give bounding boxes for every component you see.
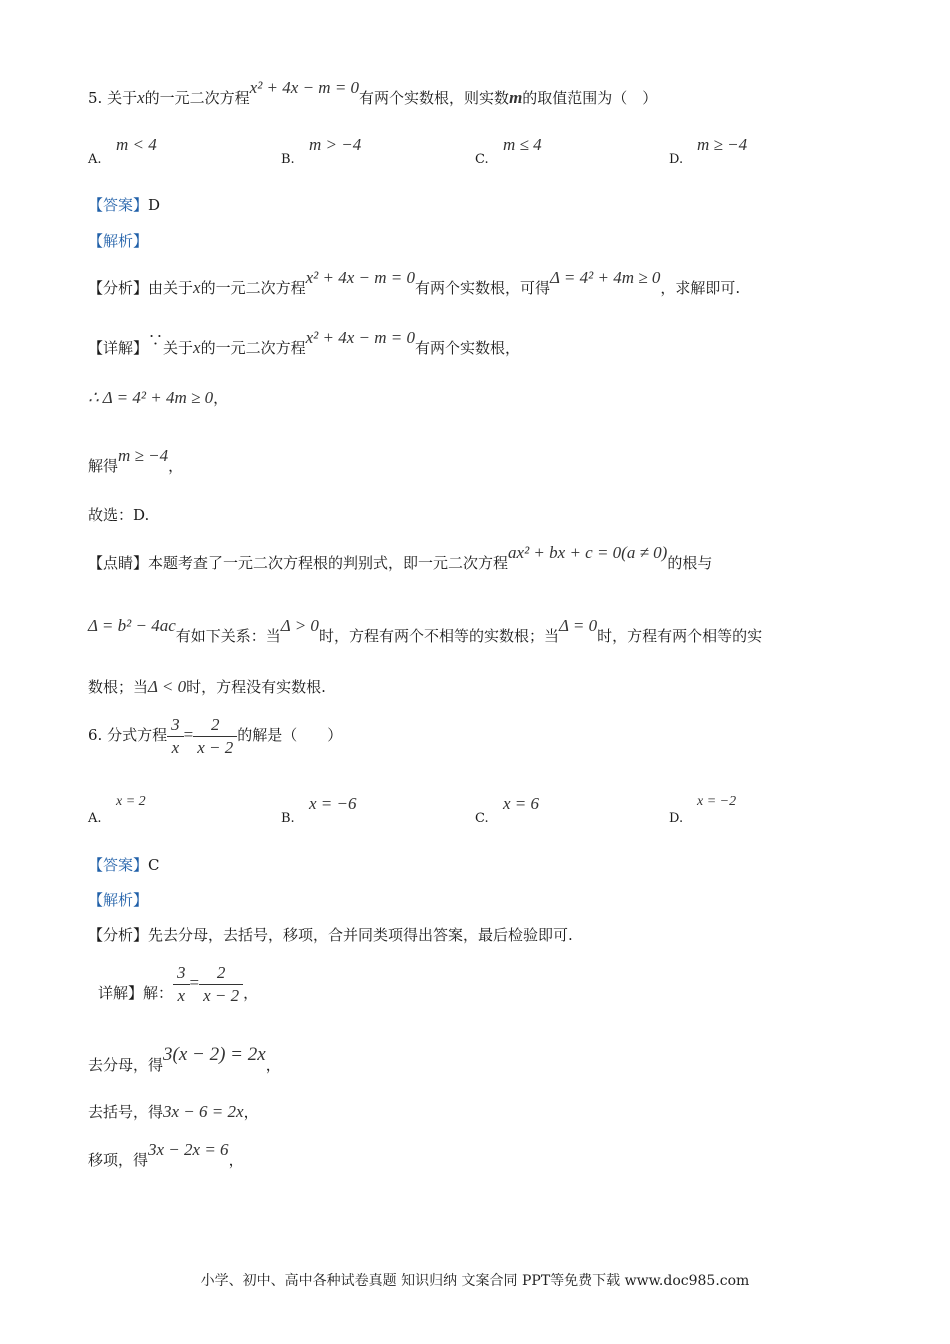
q6-option-d: D. x = −2 [669,794,737,826]
q5-dianjing: 【点睛】本题考查了一元二次方程根的判别式，即一元二次方程ax² + bx + c = 0(a ≠ 0)的根与 [88,543,713,572]
q5-equation: x² + 4x − m = 0 [249,78,360,97]
q6-option-c: C. x = 6 [475,794,540,826]
q6-stem: 6. 分式方程 $\frac{3}{x}$ = $\frac{2}{x - 2}$ 的解是（ ） [88,714,343,757]
q5-dianjing-relation: Δ = b² − 4ac有如下关系：当Δ > 0时，方程有两个不相等的实数根；当Δ = 0时，方程有两个相等的实 [88,616,763,645]
q5-step-delta: ∴ Δ = 4² + 4m ≥ 0， [88,388,229,407]
q5-option-c: C. m ≤ 4 [475,135,542,167]
q5-step-choose: 故选：D. [88,506,150,524]
q6-step-brackets: 去括号，得3x − 6 = 2x， [88,1102,259,1121]
q6-fenxi: 【分析】先去分母，去括号，移项，合并同类项得出答案，最后检验即可. [88,926,573,944]
q5-option-a: A. m < 4 [88,135,157,167]
q5-fenxi: 【分析】由关于x的一元二次方程x² + 4x − m = 0有两个实数根，可得Δ = 4² + 4m ≥ 0，求解即可. [88,268,741,297]
q5-dianjing-relation-2: 数根；当Δ < 0时，方程没有实数根. [88,677,326,696]
q6-option-b: B. x = −6 [281,794,357,826]
page-footer: 小学、初中、高中各种试卷真题 知识归纳 文案合同 PPT等免费下载 www.doc985.com [200,1273,750,1289]
q5-step-solve: 解得m ≥ −4， [88,446,184,475]
q6-fraction-left: $\frac{3}{x}$ [167,714,184,759]
q6-fraction-right: $\frac{2}{x - 2}$ [193,714,237,759]
q6-jiexi: 【解析】 [88,891,149,909]
q5-option-d: D. m ≥ −4 [669,135,748,167]
q6-answer: 【答案】C [88,856,160,874]
q6-xiangjie: 详解】解： $\frac{3}{x}$ = $\frac{2}{x - 2}$ ， [98,962,259,1005]
q5-jiexi: 【解析】 [88,232,149,250]
q5-xiangjie: 【详解】∵关于x的一元二次方程x² + 4x − m = 0有两个实数根， [88,328,521,357]
q6-step-denominator: 去分母，得3(x − 2) = 2x， [88,1044,281,1074]
q5-answer: 【答案】D [88,196,161,214]
q5-option-b: B. m > −4 [281,135,362,167]
q6-step-transpose: 移项，得3x − 2x = 6， [88,1140,244,1169]
q6-option-a: A. x = 2 [88,794,146,826]
q5-stem: 5. 关于x的一元二次方程x² + 4x − m = 0有两个实数根，则实数m的取值范围为（ ） [88,78,658,107]
